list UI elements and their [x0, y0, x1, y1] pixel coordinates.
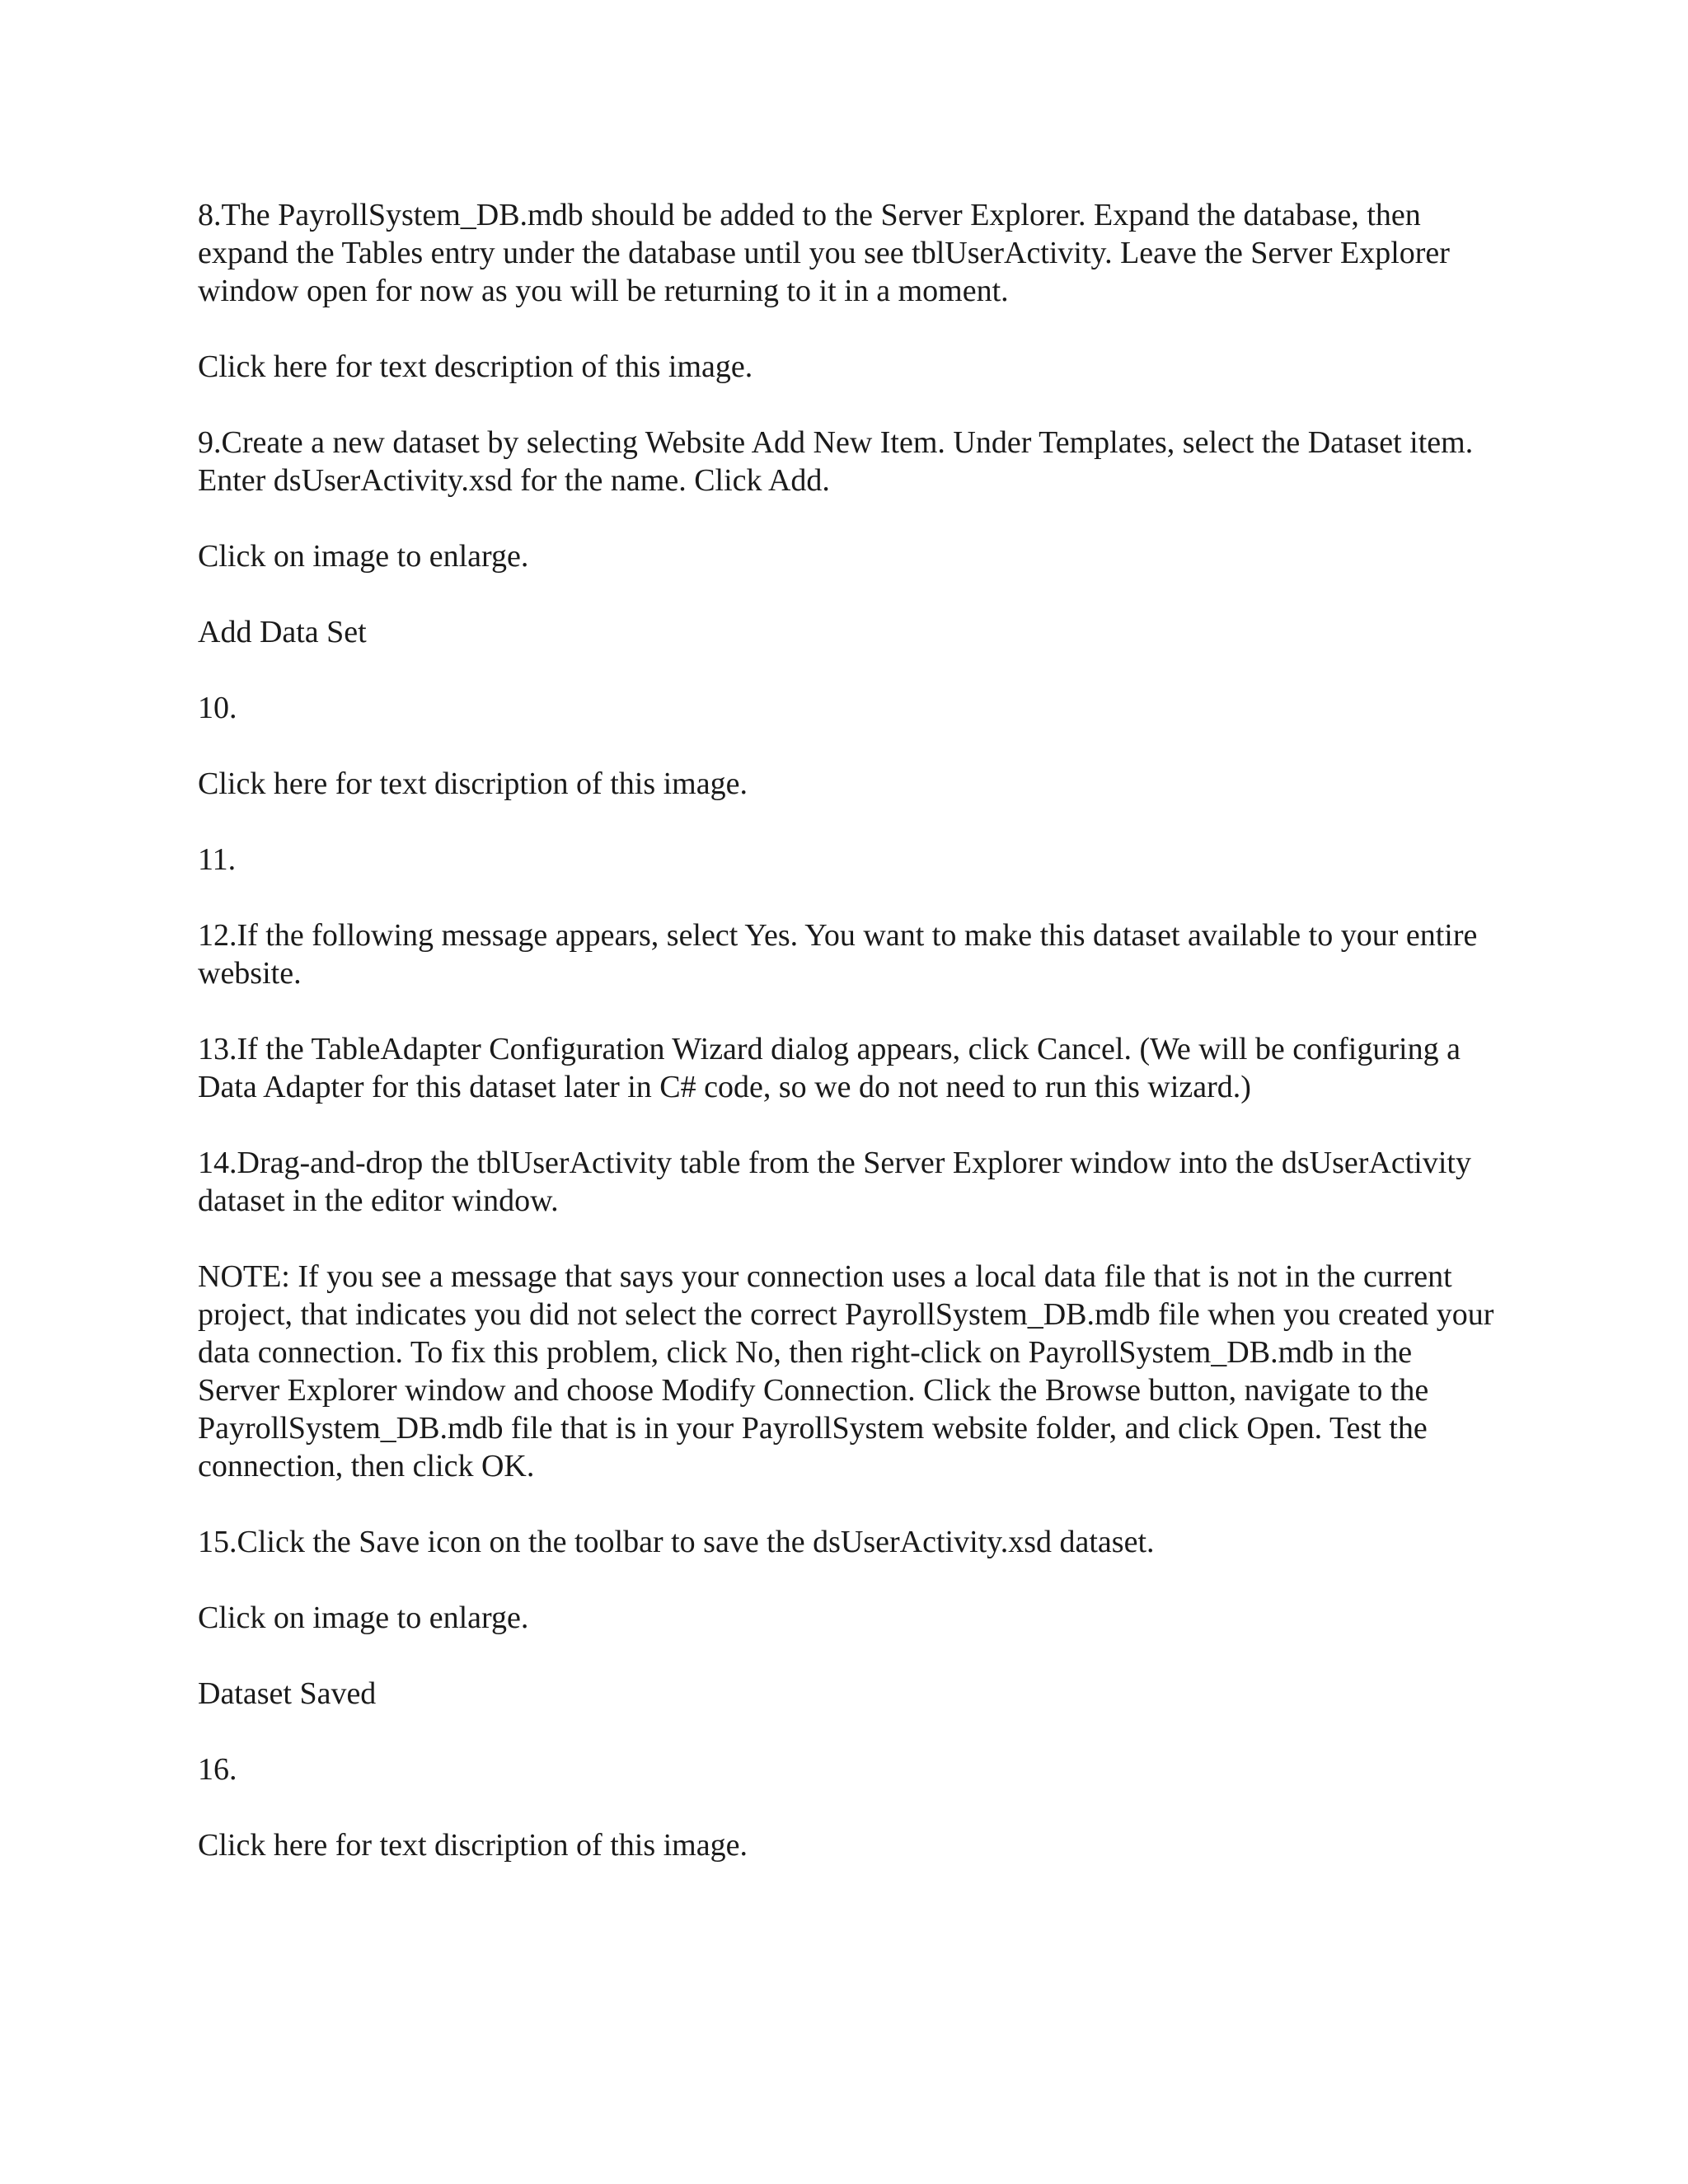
note-paragraph: NOTE: If you see a message that says your connection uses a local data file that is not in the current project, that indicates you did not select the correct PayrollSystem_DB.mdb file when you created your data connection. To fix this problem, click No, then right-click on PayrollSystem_DB.mdb in the Server Explorer window and choose Modify Connection. Click the Browse button, navigate to the PayrollSystem_DB.mdb file that is in your PayrollSystem website folder, and click Open. Test the connection, then click OK.	[198, 1259, 1494, 1483]
step-14-paragraph: 14.Drag-and-drop the tblUserActivity table from the Server Explorer window into the dsUserActivity dataset in the editor window.	[198, 1146, 1471, 1218]
step-11-paragraph: 11.	[198, 842, 237, 877]
step-10-paragraph: 10.	[198, 691, 237, 725]
document-page	[198, 196, 1500, 1864]
step-16-paragraph: 16.	[198, 1752, 237, 1787]
step-13-paragraph: 13.If the TableAdapter Configuration Wizard dialog appears, click Cancel. (We will be configuring a Data Adapter for this dataset later in C# code, so we do not need to run this wizard.)	[198, 1032, 1461, 1104]
step-8-paragraph: 8.The PayrollSystem_DB.mdb should be added to the Server Explorer. Expand the database, then expand the Tables entry under the database until you see tblUserActivity. Leave the Server Explorer window open for now as you will be returning to it in a moment.	[198, 198, 1450, 308]
text-description-link[interactable]: Click here for text description of this image.	[198, 349, 753, 384]
enlarge-image-link[interactable]: Click on image to enlarge.	[198, 539, 529, 574]
image-caption-add-data-set: Add Data Set	[198, 615, 367, 649]
image-caption-dataset-saved: Dataset Saved	[198, 1676, 377, 1711]
step-9-paragraph: 9.Create a new dataset by selecting Website Add New Item. Under Templates, select the Dataset item. Enter dsUserActivity.xsd for the name. Click Add.	[198, 425, 1474, 498]
enlarge-image-link[interactable]: Click on image to enlarge.	[198, 1601, 529, 1635]
text-description-link[interactable]: Click here for text discription of this image.	[198, 1828, 748, 1863]
step-15-paragraph: 15.Click the Save icon on the toolbar to save the dsUserActivity.xsd dataset.	[198, 1525, 1155, 1559]
text-description-link[interactable]: Click here for text discription of this image.	[198, 766, 748, 801]
step-12-paragraph: 12.If the following message appears, select Yes. You want to make this dataset available to your entire website.	[198, 918, 1478, 991]
